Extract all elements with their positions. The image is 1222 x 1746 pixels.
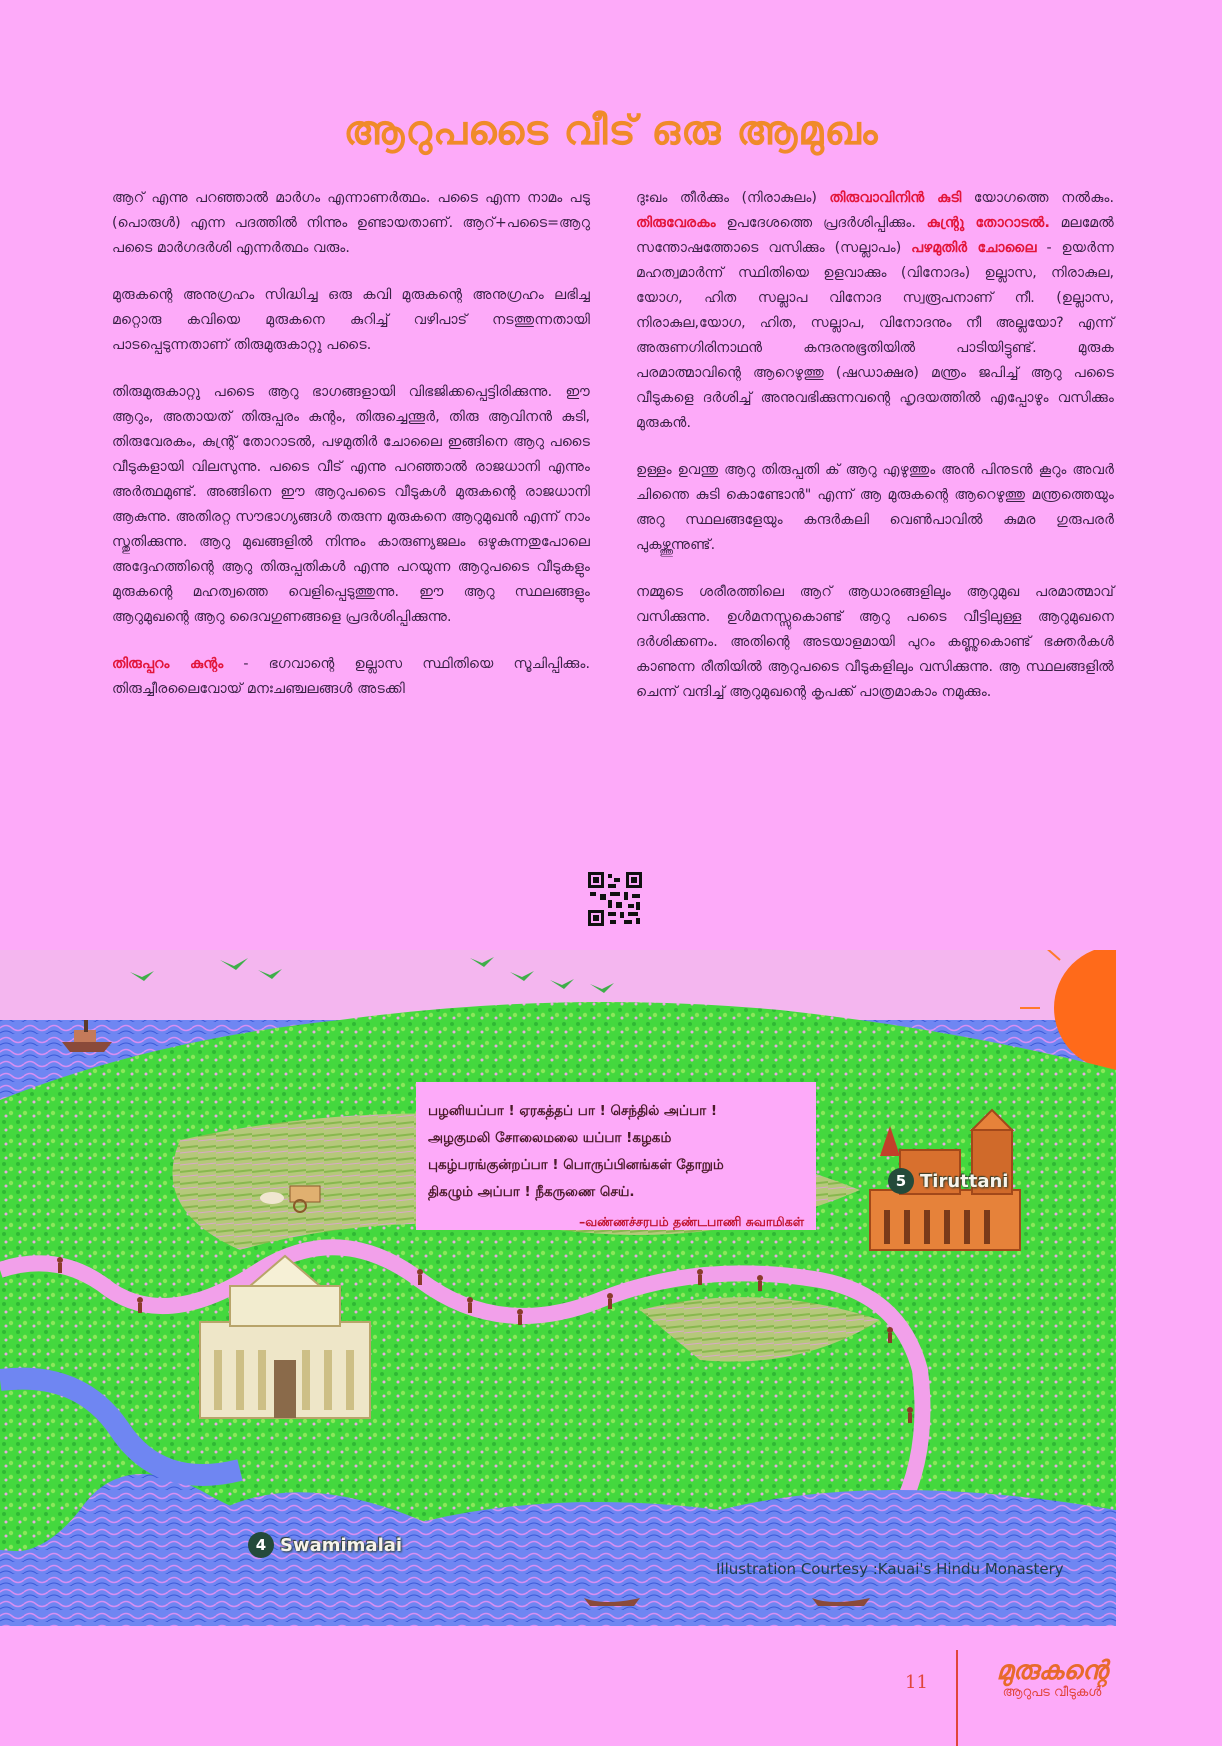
highlight-thiruverakam: തിരുവേരകം [636, 215, 716, 231]
highlight-thiruvavinankudi: തിരുവാവിനിൻ കുടി [829, 190, 962, 206]
left-paragraph-2: മുരുകന്റെ അനുഗ്രഹം സിദ്ധിച്ച ഒരു കവി മുരുകന്റെ അനുഗ്രഹം ലഭിച്ച മറ്റൊരു കവിയെ മുരുകനെ കുറിച്ച് വഴിപാട് നടത്തുന്നതായി പാടപ്പെടുന്നതാണ് തിരുമുരുകാറ്റു പടൈ. [112, 287, 590, 353]
left-paragraph-4 [112, 652, 590, 702]
text-span: ദുഃഖം തീർക്കും (നിരാകുലം) [636, 190, 830, 206]
qr-code-icon[interactable] [588, 872, 642, 926]
footer-divider [956, 1650, 958, 1746]
brand-title: മുരുകന്റെ [996, 1656, 1108, 1686]
tamil-verse-box [416, 1082, 816, 1230]
text-span: മലമേൽ സന്തോഷത്തോടെ വസിക്കും (സല്ലാപം) [636, 215, 1114, 256]
place-number-badge: 4 [248, 1532, 274, 1558]
left-column [112, 186, 590, 724]
place-name: Swamimalai [280, 1534, 403, 1556]
right-paragraph-2: ഉള്ളം ഉവന്തു ആറു തിരുപ്പതി ക് ആറു എഴുത്തും അൻ പിനുടൻ കൂറും അവർ ചിന്തൈ കുടി കൊണ്ടോൻ" എന്ന് ആ മുരുകന്റെ ആറെഴുത്തു മന്ത്രത്തെയും അറു സ്ഥലങ്ങളേയും കന്ദർകലി വെൺപാവിൽ കുമര ഗുരുപരർ പുകഴ്ത്തുന്നുണ്ട്. [636, 462, 1114, 553]
page-number: 11 [905, 1672, 928, 1693]
place-label-tiruttani [888, 1168, 1008, 1194]
verse-line-4: திகழும் அப்பா ! நீகருணை செய். [428, 1184, 635, 1200]
verse-line-3: புகழ்பரங்குன்றப்பா ! பொருப்பினங்கள் தோறும் [428, 1157, 724, 1173]
right-column [636, 186, 1114, 727]
highlight-thirupparamkunram: തിരുപ്പറം കുന്റം [112, 656, 224, 672]
magazine-brand [972, 1656, 1132, 1700]
highlight-kunruthoradal: കുന്റ്രു തോറാടൽ. [926, 215, 1050, 231]
illustration-credit: Illustration Courtesy :Kauai's Hindu Monastery [716, 1560, 1064, 1578]
place-number-badge: 5 [888, 1168, 914, 1194]
place-name: Tiruttani [920, 1170, 1009, 1192]
landscape-illustration [0, 950, 1116, 1626]
left-paragraph-3: തിരുമുരുകാറ്റു പടൈ ആറു ഭാഗങ്ങളായി വിഭജിക്കപ്പെട്ടിരിക്കുന്നു. ഈ ആറും, അതായത് തിരുപ്പരം കുന്റം, തിരുച്ചെന്തൂർ, തിരു ആവിനൻ കുടി, തിരുവേരകം, കുന്റ്ര് തോറാടൽ, പഴമുതിർ ചോലൈ ഇങ്ങിനെ ആറു പടൈ വീടുകളായി വിലസുന്നു. പടൈ വീട് എന്നു പറഞ്ഞാൽ രാജധാനി എന്നും അർത്ഥമുണ്ട്. അങ്ങിനെ ഈ ആറുപടൈ വീടുകൾ മുരുകന്റെ രാജധാനി ആകുന്നു. അതിരറ്റ സൗഭാഗ്യങ്ങൾ തരുന്ന മുരുകനെ ആറുമുഖൻ എന്ന് നാം സ്തുതിക്കുന്നു. ആറു മുഖങ്ങളിൽ നിന്നും കാരുണ്യജലം ഒഴുകുന്നതുപോലെ അദ്ദേഹത്തിന്റെ ആറു തിരുപ്പതികൾ എന്നു പറയുന്ന ആറുപടൈ വീടുകളും മുരുകന്റെ മഹത്വത്തെ വെളിപ്പെടുത്തുന്നു. ഈ ആറു സ്ഥലങ്ങളും ആറുമുഖന്റെ ആറു ദൈവഗുണങ്ങളെ പ്രദർശിപ്പിക്കുന്നു. [112, 384, 590, 625]
highlight-pazhamuthircholai: പഴമുതിർ ചോലൈ [911, 240, 1037, 256]
brand-subtitle: ആറുപട വീടുകൾ [1002, 1685, 1102, 1700]
page-title: ആറുപടൈ വീട് ഒരു ആമുഖം [343, 108, 879, 154]
place-label-swamimalai [248, 1532, 402, 1558]
right-paragraph-1 [636, 186, 1114, 436]
right-paragraph-3: നമ്മുടെ ശരീരത്തിലെ ആറ് ആധാരങ്ങളിലും ആറുമുഖ പരമാത്മാവ് വസിക്കുന്നു. ഉൾമനസ്സുകൊണ്ട് ആറു പടൈ വീട്ടിലുള്ള ആറുമുഖനെ ദർശിക്കണം. അതിന്റെ അടയാളമായി പുറം കണ്ണുകൊണ്ട് ഭക്തർകൾ കാണുന്ന രീതിയിൽ ആറുപടൈ വീടുകളിലും വസിക്കുന്നു. ആ സ്ഥലങ്ങളിൽ ചെന്ന് വന്ദിച്ച് ആറുമുഖന്റെ കൃപക്ക് പാത്രമാകാം നമുക്കും. [636, 584, 1114, 700]
text-span: ഉപദേശത്തെ പ്രദർശിപ്പിക്കും. [715, 215, 927, 231]
verse-author: –வண்ணச்சரபம் தண்டபாணி சுவாமிகள் [578, 1214, 804, 1229]
verse-line-1: பழனியப்பா ! ஏரகத்தப் பா ! செந்தில் அப்பா ! [428, 1103, 718, 1119]
left-paragraph-1: ആറ് എന്നു പറഞ്ഞാൽ മാർഗം എന്നാണർത്ഥം. പടൈ എന്ന നാമം പടു (പൊരുൾ) എന്ന പദത്തിൽ നിന്നും ഉണ്ടായതാണ്. ആറ്+പടൈ=ആറു പടൈ മാർഗദർശി എന്നർത്ഥം വരും. [112, 190, 590, 256]
verse-line-2: அழகுமலி சோலைமலை யப்பா !கழகம் [428, 1130, 672, 1146]
text-span: യോഗത്തെ നൽകും. [961, 190, 1114, 206]
six-abodes-illustration [0, 950, 1116, 1626]
left-paragraph-4-text: - ഭഗവാന്റെ ഉല്ലാസ സ്ഥിതിയെ സൂചിപ്പിക്കും. തിരുച്ചീരലൈവോയ് മനഃചഞ്ചലങ്ങൾ അടക്കി [112, 656, 590, 697]
text-span: - ഉയർന്ന മഹത്വമാർന്ന് സ്ഥിതിയെ ഉളവാക്കും (വിനോദം) ഉല്ലാസ, നിരാകുല, യോഗ, ഹിത സല്ലാപ വിനോദ സ്വരൂപനാണ് നീ. (ഉല്ലാസ, നിരാകുല,യോഗ, ഹിത, സല്ലാപ, വിനോദനും നീ അല്ലയോ? എന്ന് അരുണഗിരിനാഥൻ കന്ദരനുഭൂതിയിൽ പാടിയിട്ടുണ്ട്. മുരുക പരമാത്മാവിന്റെ ആറെഴുത്തു (ഷഡാക്ഷര) മന്ത്രം ജപിച്ച് ആറു പടൈ വീടുകളെ ദർശിച്ച് അനുവഭിക്കുന്നവന്റെ ഹൃദയത്തിൽ എപ്പോഴും വസിക്കും മുരുകൻ. [636, 240, 1114, 431]
